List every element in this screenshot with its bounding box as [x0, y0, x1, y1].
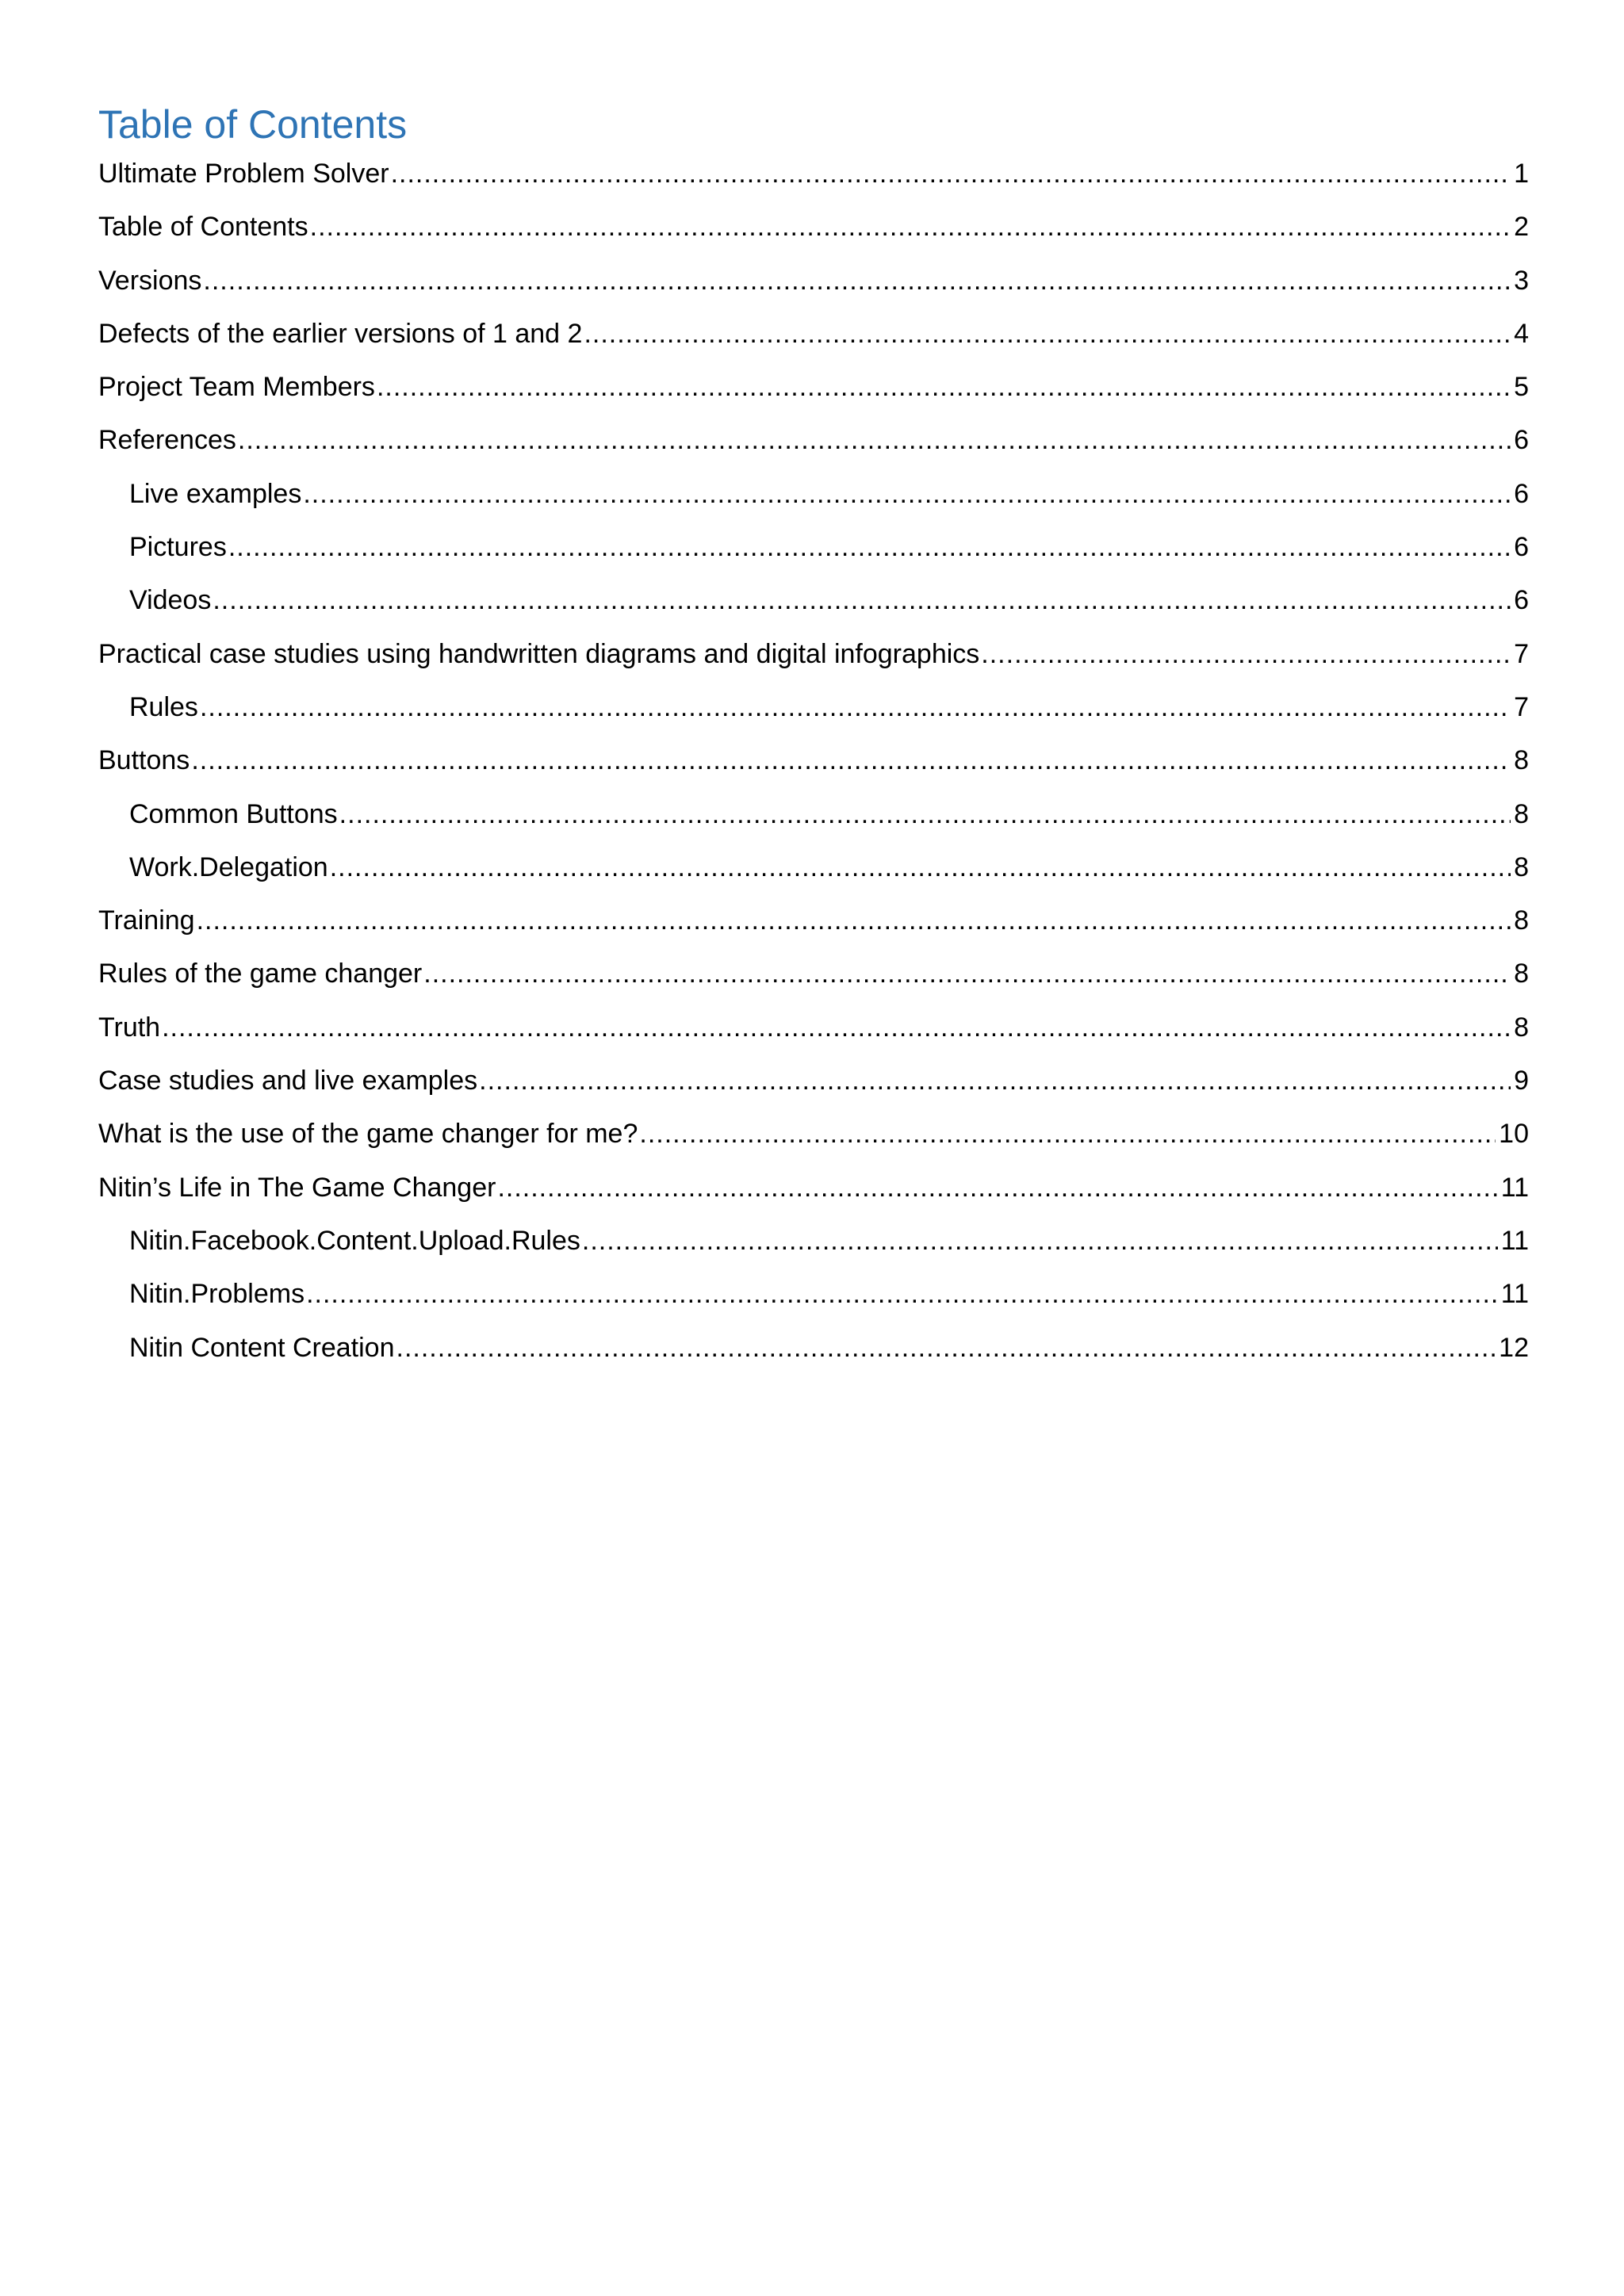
toc-entry-page-number: 12: [1499, 1332, 1529, 1363]
toc-dot-leader: [197, 894, 1511, 947]
toc-entry[interactable]: [98, 201, 1529, 254]
toc-entry-page-number: 6: [1514, 478, 1529, 509]
toc-entry[interactable]: [98, 1268, 1529, 1321]
toc-entry-page-number: 9: [1514, 1066, 1529, 1096]
toc-entry-page-number: 11: [1500, 1225, 1529, 1256]
toc-entry-page-number: 3: [1514, 265, 1529, 296]
toc-entry-page-number: 8: [1514, 1012, 1529, 1043]
toc-dot-leader: [213, 574, 1511, 627]
toc-entry-title: Common Buttons: [129, 798, 338, 829]
toc-entry[interactable]: [98, 788, 1529, 841]
toc-entry-page-number: 1: [1514, 159, 1529, 189]
toc-dot-leader: [200, 681, 1511, 734]
toc-dot-leader: [303, 468, 1511, 521]
toc-entry-title: Case studies and live examples: [98, 1066, 478, 1096]
toc-heading: Table of Contents: [98, 102, 408, 147]
toc-entry-title: Ultimate Problem Solver: [98, 159, 389, 189]
toc-dot-leader: [391, 147, 1511, 201]
toc-entry-page-number: 11: [1500, 1172, 1529, 1203]
toc-entry-page-number: 8: [1514, 905, 1529, 936]
toc-entry-title: Defects of the earlier versions of 1 and 2: [98, 318, 583, 349]
toc-entry-title: Nitin’s Life in The Game Changer: [98, 1172, 496, 1203]
toc-dot-leader: [479, 1054, 1511, 1108]
toc-entry-title: Buttons: [98, 745, 190, 776]
toc-entry-page-number: 4: [1514, 318, 1529, 349]
toc-entry[interactable]: [98, 681, 1529, 734]
toc-entry[interactable]: [98, 1001, 1529, 1054]
toc-dot-leader: [191, 734, 1511, 787]
toc-entry-page-number: 11: [1500, 1279, 1529, 1310]
toc-list: [98, 147, 1529, 1375]
toc-entry[interactable]: [98, 947, 1529, 1001]
toc-entry[interactable]: [98, 414, 1529, 467]
toc-dot-leader: [497, 1161, 1497, 1215]
toc-entry-page-number: 6: [1514, 532, 1529, 563]
toc-entry-title: Table of Contents: [98, 212, 308, 243]
toc-entry-title: Nitin Content Creation: [129, 1332, 395, 1363]
toc-entry-title: Nitin.Facebook.Content.Upload.Rules: [129, 1225, 580, 1256]
toc-entry-title: Training: [98, 905, 195, 936]
toc-entry[interactable]: [98, 147, 1529, 201]
toc-entry[interactable]: [98, 734, 1529, 787]
toc-entry-title: What is the use of the game changer for me?: [98, 1119, 638, 1150]
toc-entry-title: Work.Delegation: [129, 851, 328, 882]
toc-entry-page-number: 6: [1514, 585, 1529, 616]
toc-entry[interactable]: [98, 1215, 1529, 1268]
toc-dot-leader: [330, 841, 1511, 894]
toc-entry[interactable]: [98, 254, 1529, 308]
toc-dot-leader: [238, 414, 1511, 467]
toc-entry-title: Practical case studies using handwritten diagrams and digital infographics: [98, 638, 980, 669]
toc-entry-page-number: 8: [1514, 798, 1529, 829]
toc-entry-title: Versions: [98, 265, 202, 296]
toc-entry-page-number: 5: [1514, 372, 1529, 403]
toc-entry-title: Pictures: [129, 532, 227, 563]
toc-entry-title: Rules of the game changer: [98, 959, 423, 989]
toc-entry-title: Rules: [129, 691, 198, 722]
toc-dot-leader: [339, 788, 1511, 841]
toc-entry[interactable]: [98, 1108, 1529, 1161]
toc-entry-page-number: 7: [1514, 638, 1529, 669]
toc-entry-page-number: 8: [1514, 959, 1529, 989]
toc-entry[interactable]: [98, 361, 1529, 414]
toc-entry-page-number: 6: [1514, 425, 1529, 456]
toc-entry[interactable]: [98, 468, 1529, 521]
toc-dot-leader: [162, 1001, 1511, 1054]
toc-entry[interactable]: [98, 841, 1529, 894]
toc-entry[interactable]: [98, 308, 1529, 361]
toc-entry[interactable]: [98, 1054, 1529, 1108]
toc-entry-title: Project Team Members: [98, 372, 375, 403]
toc-entry[interactable]: [98, 1161, 1529, 1215]
toc-entry[interactable]: [98, 574, 1529, 627]
toc-dot-leader: [981, 628, 1511, 681]
toc-entry-page-number: 10: [1499, 1119, 1529, 1150]
toc-entry-title: References: [98, 425, 236, 456]
toc-entry-page-number: 8: [1514, 851, 1529, 882]
toc-entry-title: Videos: [129, 585, 212, 616]
toc-entry[interactable]: [98, 894, 1529, 947]
toc-dot-leader: [228, 521, 1511, 574]
toc-entry-page-number: 2: [1514, 212, 1529, 243]
toc-dot-leader: [306, 1268, 1498, 1321]
toc-dot-leader: [639, 1108, 1496, 1161]
toc-dot-leader: [377, 361, 1511, 414]
toc-entry-page-number: 7: [1514, 691, 1529, 722]
toc-dot-leader: [310, 201, 1511, 254]
toc-entry[interactable]: [98, 1322, 1529, 1375]
toc-dot-leader: [584, 308, 1511, 361]
toc-dot-leader: [582, 1215, 1498, 1268]
toc-entry-title: Nitin.Problems: [129, 1279, 305, 1310]
toc-entry-page-number: 8: [1514, 745, 1529, 776]
toc-dot-leader: [396, 1322, 1496, 1375]
toc-entry[interactable]: [98, 521, 1529, 574]
toc-dot-leader: [423, 947, 1511, 1001]
toc-entry-title: Truth: [98, 1012, 161, 1043]
toc-entry-title: Live examples: [129, 478, 302, 509]
toc-dot-leader: [203, 254, 1511, 308]
toc-entry[interactable]: [98, 628, 1529, 681]
